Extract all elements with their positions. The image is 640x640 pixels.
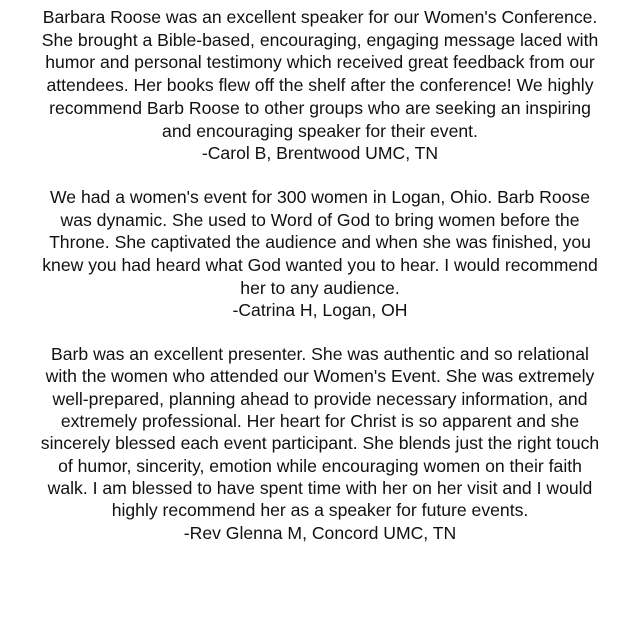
- testimonial-text-line: highly recommend her as a speaker for future events.: [111, 500, 529, 521]
- testimonial-text-line: walk. I am blessed to have spent time with her on her visit and I would: [47, 477, 593, 498]
- testimonial-attribution: -Rev Glenna M, Concord UMC, TN: [183, 522, 457, 543]
- testimonial-text-line: of humor, sincerity, emotion while encouraging women on their faith: [58, 455, 582, 476]
- testimonial-text-line: Throne. She captivated the audience and when she was finished, you: [49, 232, 591, 253]
- testimonial-text-line: with the women who attended our Women's Event. She was extremely: [45, 366, 595, 387]
- testimonial-text-line: her to any audience.: [240, 277, 400, 298]
- testimonial-text-line: knew you had heard what God wanted you to hear. I would recommend: [42, 255, 598, 276]
- testimonial-attribution: -Carol B, Brentwood UMC, TN: [201, 143, 439, 164]
- testimonial-text-line: She brought a Bible-based, encouraging, engaging message laced with: [41, 29, 599, 50]
- testimonial-text-line: humor and personal testimony which received great feedback from our: [45, 52, 595, 73]
- testimonial-text-line: was dynamic. She used to Word of God to bring women before the: [60, 209, 580, 230]
- testimonial-text-line: Barbara Roose was an excellent speaker for our Women's Conference.: [42, 7, 598, 27]
- testimonial-text-line: well-prepared, planning ahead to provide necessary information, and: [52, 388, 588, 409]
- testimonial-text-line: and encouraging speaker for their event.: [162, 120, 478, 141]
- testimonial-catrina: [0, 186, 640, 322]
- testimonial-text-line: attendees. Her books flew off the shelf after the conference! We highly: [46, 75, 594, 96]
- testimonials-page: [0, 6, 640, 565]
- testimonial-attribution: -Catrina H, Logan, OH: [232, 300, 408, 321]
- testimonial-carol: [0, 6, 640, 165]
- testimonial-glenna: [0, 343, 640, 544]
- testimonial-text-line: Barb was an excellent presenter. She was authentic and so relational: [51, 344, 589, 365]
- testimonial-text-line: recommend Barb Roose to other groups who are seeking an inspiring: [49, 97, 591, 118]
- testimonial-text-line: sincerely blessed each event participant. She blends just the right touch: [40, 433, 600, 454]
- testimonial-text-line: extremely professional. Her heart for Christ is so apparent and she: [60, 411, 580, 432]
- testimonial-text-line: We had a women's event for 300 women in Logan, Ohio. Barb Roose: [50, 186, 590, 207]
